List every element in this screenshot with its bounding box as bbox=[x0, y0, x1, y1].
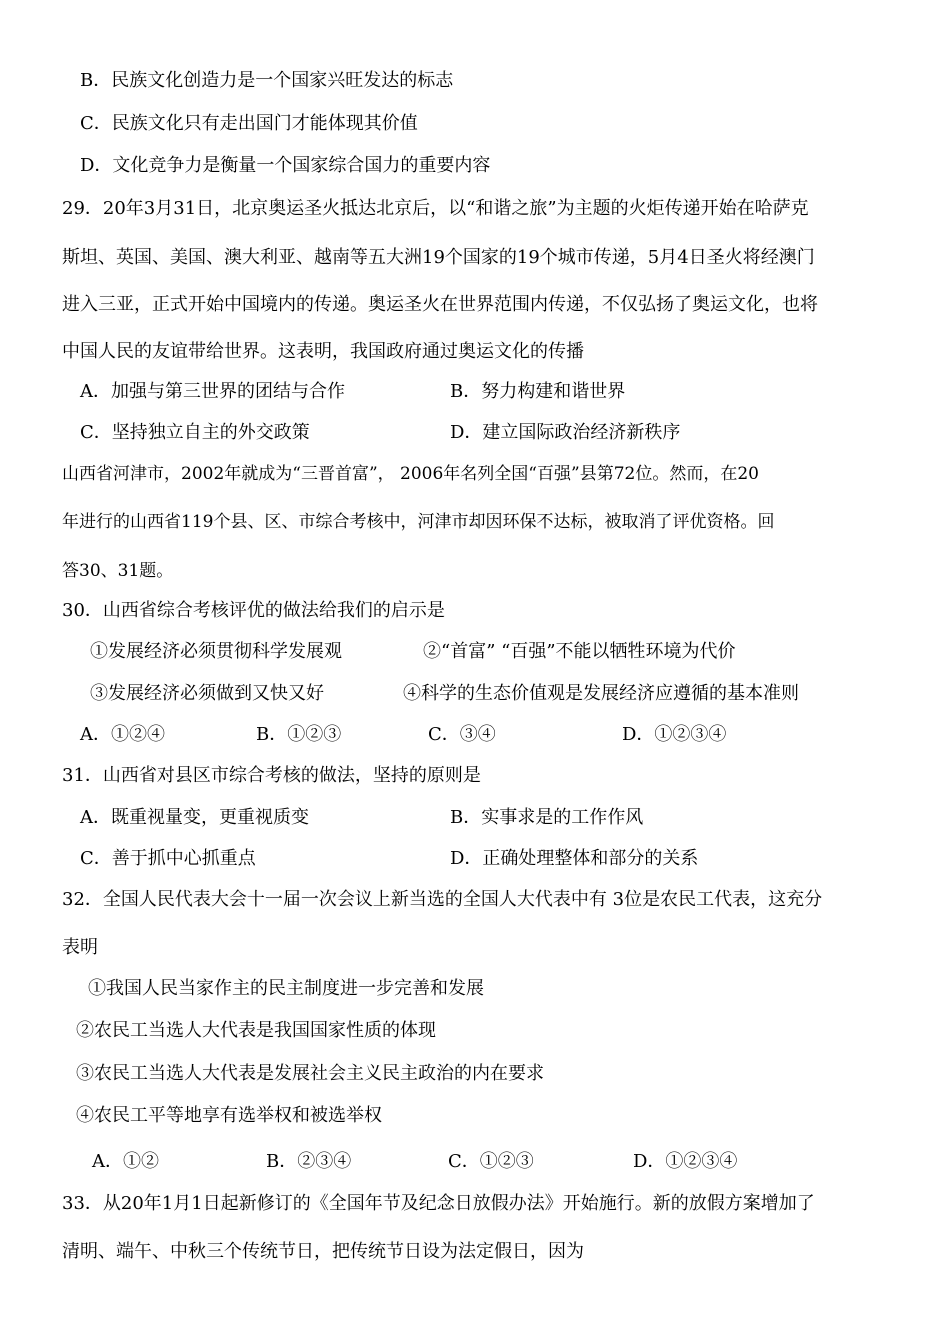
q32-item-1: ①我国人民当家作主的民主制度进一步完善和发展 bbox=[88, 978, 484, 999]
q29-stem-line-4: 中国人民的友谊带给世界。这表明，我国政府通过奥运文化的传播 bbox=[62, 341, 584, 362]
q31-option-c: C．善于抓中心抓重点 bbox=[80, 848, 256, 869]
q30-option-b: B．①②③ bbox=[256, 724, 342, 745]
q28-option-d: D．文化竞争力是衡量一个国家综合国力的重要内容 bbox=[80, 155, 491, 176]
q32-option-b: B．②③④ bbox=[266, 1151, 352, 1172]
q29-option-b: B．努力构建和谐世界 bbox=[450, 381, 626, 402]
q29-option-c: C．坚持独立自主的外交政策 bbox=[80, 422, 310, 443]
q29-stem-line-3: 进入三亚，正式开始中国境内的传递。奥运圣火在世界范围内传递，不仅弘扬了奥运文化，也将 bbox=[62, 294, 818, 315]
q30-option-c: C．③④ bbox=[428, 724, 496, 745]
material-line-2: 年进行的山西省119个县、区、市综合考核中，河津市却因环保不达标，被取消了评优资格。回 bbox=[62, 512, 775, 532]
q31-option-b: B．实事求是的工作作风 bbox=[450, 807, 644, 828]
q32-option-d: D．①②③④ bbox=[633, 1151, 738, 1172]
q30-item-1: ①发展经济必须贯彻科学发展观 bbox=[90, 641, 342, 662]
q29-option-a: A．加强与第三世界的团结与合作 bbox=[80, 381, 345, 402]
q30-option-d: D．①②③④ bbox=[622, 724, 727, 745]
q30-item-4: ④科学的生态价值观是发展经济应遵循的基本准则 bbox=[403, 683, 799, 704]
q32-option-a: A．①② bbox=[92, 1151, 159, 1172]
material-line-1: 山西省河津市，2002年就成为“三晋首富”， 2006年名列全国“百强”县第72位。然而，在20 bbox=[62, 464, 759, 484]
q32-stem-line-2: 表明 bbox=[62, 937, 98, 958]
q33-stem-line-1: 33．从20年1月1日起新修订的《全国年节及纪念日放假办法》开始施行。新的放假方案增加了 bbox=[62, 1193, 815, 1214]
q29-stem-line-1: 29．20年3月31日，北京奥运圣火抵达北京后，以“和谐之旅”为主题的火炬传递开始在哈萨克 bbox=[62, 198, 809, 219]
material-line-3: 答30、31题。 bbox=[62, 561, 174, 581]
q32-option-c: C．①②③ bbox=[448, 1151, 534, 1172]
q32-stem-line-1: 32．全国人民代表大会十一届一次会议上新当选的全国人大代表中有 3位是农民工代表，这充分 bbox=[62, 889, 823, 910]
q28-option-b: B．民族文化创造力是一个国家兴旺发达的标志 bbox=[80, 70, 454, 91]
q30-item-3: ③发展经济必须做到又快又好 bbox=[90, 683, 324, 704]
q29-stem-line-2: 斯坦、英国、美国、澳大利亚、越南等五大洲19个国家的19个城市传递，5月4日圣火将经澳门 bbox=[62, 247, 815, 268]
q30-item-2: ②“首富” “百强”不能以牺牲环境为代价 bbox=[423, 641, 736, 662]
q31-option-d: D．正确处理整体和部分的关系 bbox=[450, 848, 699, 869]
q29-option-d: D．建立国际政治经济新秩序 bbox=[450, 422, 681, 443]
q32-item-3: ③农民工当选人大代表是发展社会主义民主政治的内在要求 bbox=[76, 1063, 544, 1084]
q32-item-2: ②农民工当选人大代表是我国国家性质的体现 bbox=[76, 1020, 436, 1041]
q30-option-a: A．①②④ bbox=[80, 724, 165, 745]
q31-option-a: A．既重视量变，更重视质变 bbox=[80, 807, 309, 828]
q31-stem: 31．山西省对县区市综合考核的做法，坚持的原则是 bbox=[62, 765, 481, 786]
q30-stem: 30．山西省综合考核评优的做法给我们的启示是 bbox=[62, 600, 445, 621]
q28-option-c: C．民族文化只有走出国门才能体现其价值 bbox=[80, 113, 418, 134]
q32-item-4: ④农民工平等地享有选举权和被选举权 bbox=[76, 1105, 382, 1126]
q33-stem-line-2: 清明、端午、中秋三个传统节日，把传统节日设为法定假日，因为 bbox=[62, 1241, 584, 1262]
